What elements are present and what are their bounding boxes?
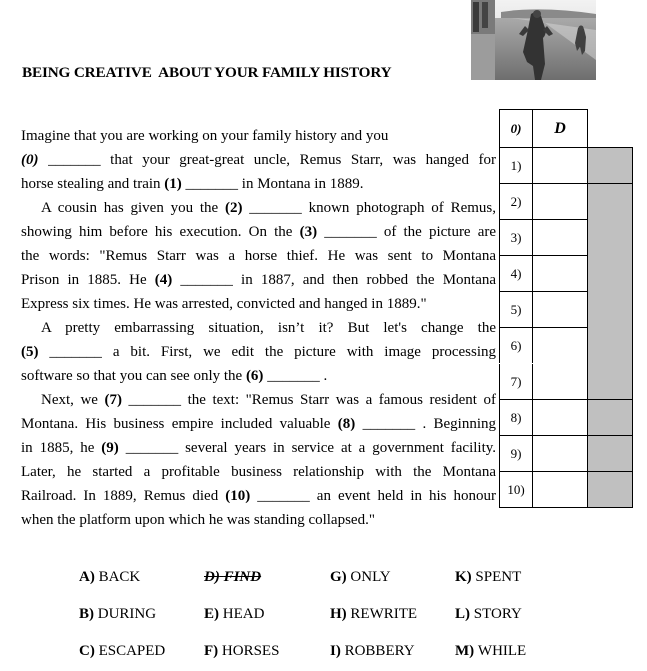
- option-g: [330, 569, 391, 586]
- answer-number: 0): [500, 110, 533, 148]
- passage-line: [21, 316, 496, 340]
- option-k: [455, 569, 521, 586]
- passage-text: software so that you can see only the: [21, 368, 246, 384]
- photo-horse-riders-beside-train-icon: [471, 0, 596, 80]
- passage-line: [21, 436, 496, 460]
- passage-text: showing him before his execution. On the: [21, 224, 300, 240]
- passage-line: [21, 388, 496, 412]
- passage-text: an event held in his honour: [316, 488, 497, 504]
- score-cell: [588, 436, 633, 472]
- option-d-used: [204, 569, 261, 586]
- option-word: ROBBERY: [344, 643, 415, 659]
- option-word: STORY: [473, 606, 522, 622]
- answer-cell[interactable]: [533, 364, 588, 400]
- option-word: SPENT: [475, 569, 522, 585]
- option-b: [79, 606, 156, 623]
- option-word: FIND: [223, 569, 262, 585]
- passage-text: Later, he started a profitable business relationship with the Montana: [21, 464, 496, 480]
- passage-text: of the picture are: [383, 224, 497, 240]
- passage-text: in Montana in 1889.: [241, 176, 364, 192]
- passage-text: Montana. His business empire included valuable: [21, 416, 338, 432]
- passage-line: [21, 508, 496, 532]
- answer-row: [500, 184, 633, 220]
- option-i: [330, 643, 415, 660]
- answer-cell[interactable]: [533, 400, 588, 436]
- passage-line: [21, 196, 496, 220]
- passage-text: in 1885, he: [21, 440, 102, 456]
- option-c: [79, 643, 165, 660]
- passage-text: the text: "Remus Starr was a famous resident of: [187, 392, 497, 408]
- gap-blank-1[interactable]: _______: [185, 176, 239, 192]
- passage-line: [21, 412, 496, 436]
- option-letter: D): [204, 569, 220, 585]
- passage-text: known photograph of Remus,: [308, 200, 496, 216]
- answer-row: [500, 436, 633, 472]
- answer-number: 4): [500, 256, 533, 292]
- answer-row: [500, 400, 633, 436]
- gap-marker-5: (5): [21, 344, 39, 360]
- answer-row: [500, 472, 633, 508]
- answer-number: 2): [500, 184, 533, 220]
- option-letter: F): [204, 643, 219, 659]
- page-title: BEING CREATIVE ABOUT YOUR FAMILY HISTORY: [22, 64, 392, 81]
- passage-text: Next, we: [41, 392, 105, 408]
- option-word: REWRITE: [350, 606, 418, 622]
- option-word: WHILE: [477, 643, 527, 659]
- option-l: [455, 606, 522, 623]
- passage-line: [21, 340, 496, 364]
- answer-number: 5): [500, 292, 533, 328]
- gap-blank-8[interactable]: _______: [362, 416, 416, 432]
- option-letter: M): [455, 643, 475, 659]
- answer-row-example: [500, 110, 633, 148]
- option-m: [455, 643, 526, 660]
- answer-cell[interactable]: [533, 148, 588, 184]
- option-letter: E): [204, 606, 219, 622]
- option-letter: L): [455, 606, 470, 622]
- gap-marker-8: (8): [337, 416, 356, 432]
- gap-marker-4: (4): [154, 272, 173, 288]
- option-letter: C): [79, 643, 95, 659]
- passage-text: when the platform upon which he was standing collapsed.": [21, 512, 375, 528]
- answer-number: 3): [500, 220, 533, 256]
- gap-marker-10: (10): [225, 488, 251, 504]
- passage-line: [21, 172, 496, 196]
- passage-text: that your great-great uncle, Remus Starr, was hanged for: [110, 152, 497, 168]
- option-word: HEAD: [222, 606, 265, 622]
- gap-blank-4[interactable]: _______: [180, 272, 233, 288]
- gap-blank-0[interactable]: _______: [48, 152, 101, 168]
- option-word: DURING: [97, 606, 157, 622]
- answer-number: 9): [500, 436, 533, 472]
- passage-line: [21, 292, 496, 316]
- passage-line: [21, 148, 496, 172]
- passage-text: A pretty embarrassing situation, isn’t it? But let's change the: [41, 320, 496, 336]
- passage-text: in 1887, and then robbed the Montana: [241, 272, 497, 288]
- passage-line: [21, 484, 496, 508]
- option-letter: B): [79, 606, 94, 622]
- option-letter: A): [79, 569, 95, 585]
- option-h: [330, 606, 417, 623]
- gap-marker-7: (7): [104, 392, 122, 408]
- answer-number: 10): [500, 472, 533, 508]
- passage-text: A cousin has given you the: [41, 200, 226, 216]
- passage-text: . Beginning: [422, 416, 497, 432]
- passage-line: [21, 460, 496, 484]
- answer-cell[interactable]: [533, 472, 588, 508]
- passage-line: [21, 220, 496, 244]
- passage-line: [21, 124, 496, 148]
- answer-cell[interactable]: [533, 256, 588, 292]
- passage-text: the words: "Remus Starr was a horse thief. He was sent to Montana: [21, 248, 496, 264]
- option-word: HORSES: [221, 643, 280, 659]
- score-cell: [588, 472, 633, 508]
- gap-blank-5[interactable]: _______: [49, 344, 102, 360]
- option-word: BACK: [98, 569, 141, 585]
- option-letter: I): [330, 643, 341, 659]
- passage-text: several years in service at a government facility.: [185, 440, 497, 456]
- answer-number: 1): [500, 148, 533, 184]
- passage-text: a bit. First, we edit the picture with image processing: [112, 344, 497, 360]
- answer-cell[interactable]: [533, 328, 588, 364]
- score-cell: [588, 184, 633, 400]
- gap-blank-3[interactable]: _______: [324, 224, 377, 240]
- answer-cell[interactable]: [533, 220, 588, 256]
- option-e: [204, 606, 264, 623]
- passage-line: [21, 244, 496, 268]
- gap-marker-0: (0): [21, 152, 39, 168]
- score-cell: [588, 148, 633, 184]
- passage-text: .: [323, 368, 328, 384]
- option-f: [204, 643, 279, 660]
- gap-marker-2: (2): [225, 200, 243, 216]
- answer-cell[interactable]: [533, 184, 588, 220]
- gap-marker-6: (6): [245, 368, 264, 384]
- passage: [21, 124, 496, 532]
- passage-line: [21, 268, 496, 292]
- gap-marker-9: (9): [101, 440, 119, 456]
- passage-text: Prison in 1885. He: [21, 272, 155, 288]
- answer-table: [499, 109, 633, 508]
- answer-number: 7): [500, 364, 533, 400]
- gap-marker-3: (3): [299, 224, 318, 240]
- gap-blank-6[interactable]: _______: [267, 368, 320, 384]
- gap-blank-2[interactable]: _______: [249, 200, 302, 216]
- passage-text: Railroad. In 1889, Remus died: [21, 488, 226, 504]
- answer-row: [500, 148, 633, 184]
- option-word: ONLY: [350, 569, 391, 585]
- gap-blank-10[interactable]: _______: [257, 488, 310, 504]
- gap-blank-7[interactable]: _______: [128, 392, 182, 408]
- passage-text: Imagine that you are working on your family history and you: [21, 128, 389, 144]
- passage-text: horse stealing and train: [21, 176, 165, 192]
- option-a: [79, 569, 140, 586]
- empty-cell: [588, 110, 633, 148]
- passage-text: Express six times. He was arrested, convicted and hanged in 1889.": [21, 296, 427, 312]
- answer-number: 8): [500, 400, 533, 436]
- answer-number: 6): [500, 328, 533, 364]
- gap-blank-9[interactable]: _______: [125, 440, 179, 456]
- answer-cell: D: [533, 110, 588, 148]
- gap-marker-1: (1): [164, 176, 182, 192]
- answer-cell[interactable]: [533, 292, 588, 328]
- option-letter: G): [330, 569, 347, 585]
- passage-line: [21, 364, 496, 388]
- score-cell: [588, 400, 633, 436]
- option-letter: K): [455, 569, 472, 585]
- option-letter: H): [330, 606, 347, 622]
- answer-cell[interactable]: [533, 436, 588, 472]
- option-word: ESCAPED: [98, 643, 166, 659]
